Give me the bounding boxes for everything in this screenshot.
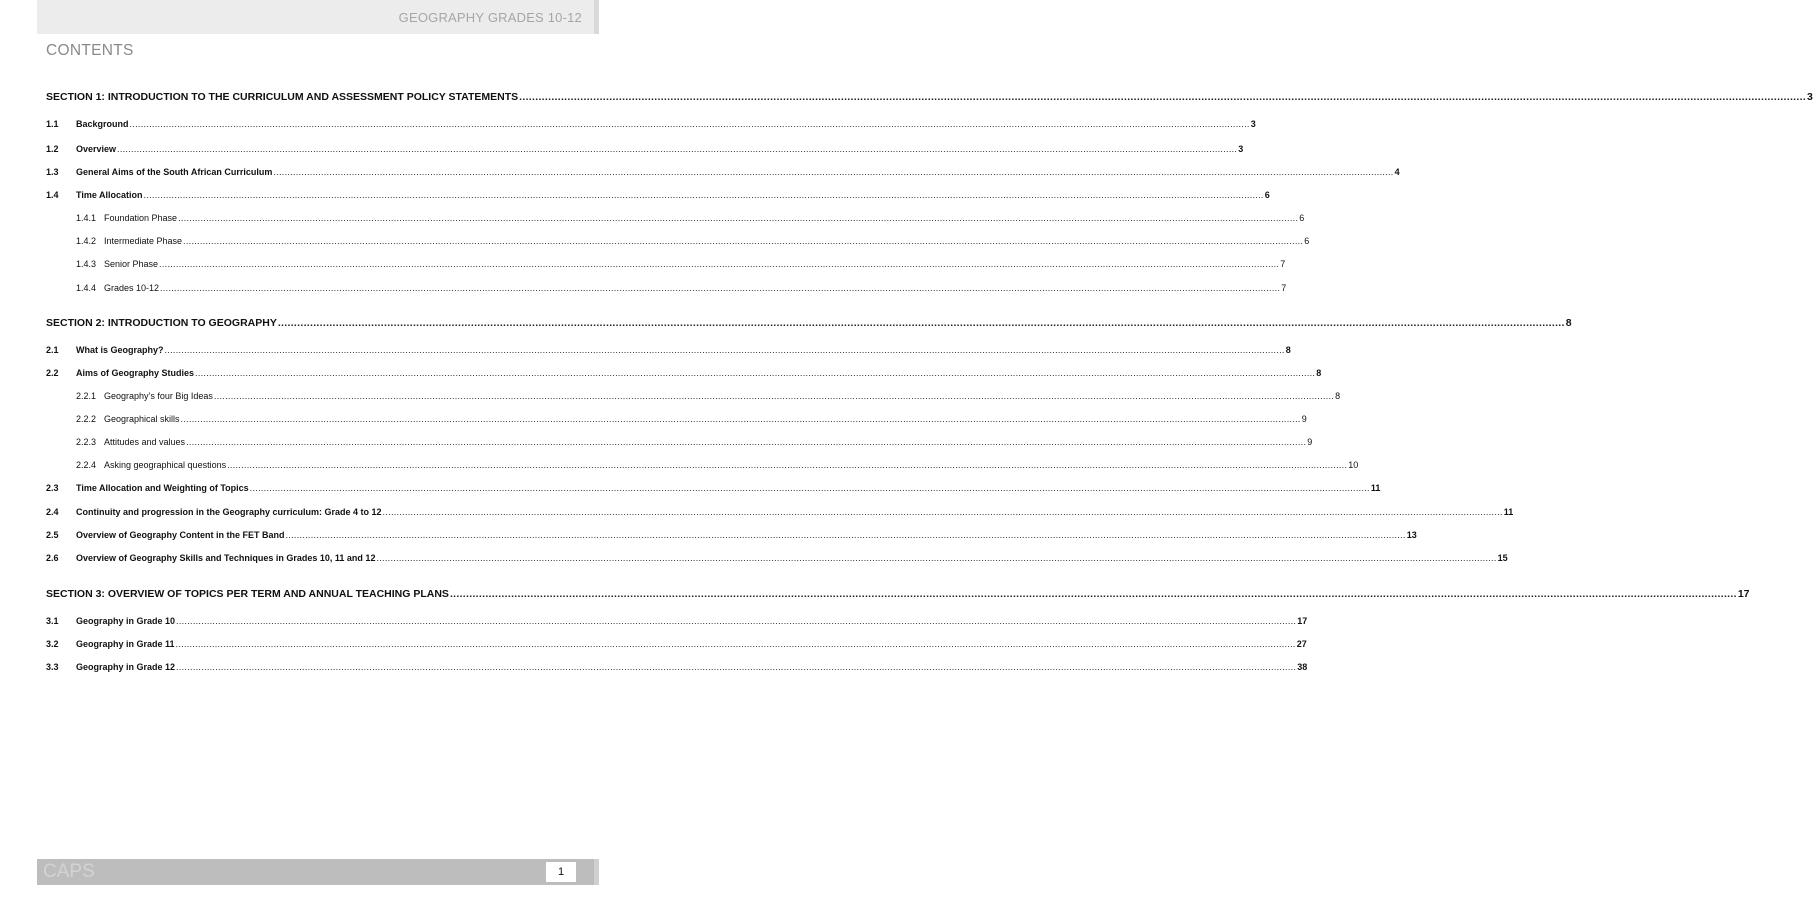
toc-title: Asking geographical questions bbox=[104, 460, 227, 470]
header-title: GEOGRAPHY GRADES 10-12 bbox=[398, 10, 582, 25]
toc-item-row[interactable] bbox=[46, 639, 1307, 649]
toc-subitem-row[interactable] bbox=[46, 460, 1359, 470]
toc-leader-dots: ................................................................................................................................................................................................................................................................................................................................................................................................................ bbox=[195, 368, 1316, 378]
toc-title: Overview of Geography Content in the FET Band bbox=[76, 530, 285, 540]
toc-page-number: 38 bbox=[1297, 662, 1308, 672]
toc-item-row[interactable] bbox=[46, 167, 1400, 177]
toc-item-row[interactable] bbox=[46, 662, 1308, 672]
toc-leader-dots: ................................................................................................................................................................................................................................................................................................................................................................................................................ bbox=[186, 437, 1307, 447]
toc-number: 3.3 bbox=[46, 662, 59, 672]
toc-number: 2.2.3 bbox=[76, 437, 97, 447]
toc-leader-dots: ................................................................................................................................................................................................................................................................................................................................................................................................................ bbox=[382, 507, 1503, 517]
toc-leader-dots: ................................................................................................................................................................................................................................................................................................................................................................................................................ bbox=[249, 483, 1370, 493]
toc-leader-dots: ................................................................................................................................................................................................................................................................................................................................................................................................................ bbox=[285, 530, 1406, 540]
toc-page-number: 3 bbox=[1238, 144, 1244, 154]
toc-title: Grades 10-12 bbox=[104, 283, 160, 293]
toc-title: General Aims of the South African Curriculum bbox=[76, 167, 273, 177]
toc-number: 2.2.1 bbox=[76, 391, 97, 401]
toc-leader-dots: ................................................................................................................................................................................................................................................................................................................................................................................................................ bbox=[376, 553, 1497, 563]
toc-page-number: 8 bbox=[1565, 317, 1572, 329]
toc-leader-dots: ................................................................................................................................................................................................................................................................................................................................................................................................................ bbox=[175, 639, 1296, 649]
toc-number: 1.4 bbox=[46, 190, 59, 200]
toc-page-number: 6 bbox=[1299, 213, 1305, 223]
toc-leader-dots: ................................................................................................................................................................................................................................................................................................................................................................................................................ bbox=[178, 213, 1299, 223]
toc-number: 3.1 bbox=[46, 616, 59, 626]
toc-title: SECTION 3: OVERVIEW OF TOPICS PER TERM AND ANNUAL TEACHING PLANS bbox=[46, 588, 449, 600]
toc-number: 1.2 bbox=[46, 144, 59, 154]
toc-number: 2.2 bbox=[46, 368, 59, 378]
toc-item-row[interactable] bbox=[46, 345, 1291, 355]
toc-number: 1.3 bbox=[46, 167, 59, 177]
toc-number: 1.4.3 bbox=[76, 259, 97, 269]
toc-item-row[interactable] bbox=[46, 483, 1381, 493]
toc-subitem-row[interactable] bbox=[46, 437, 1313, 447]
toc-title: Overview bbox=[76, 144, 117, 154]
toc-page-number: 3 bbox=[1807, 91, 1813, 103]
toc-page-number: 9 bbox=[1301, 414, 1307, 424]
toc-number: 1.4.2 bbox=[76, 236, 97, 246]
toc-leader-dots: ................................................................................................................................................................................................................................................................................................................................................................................................................ bbox=[143, 190, 1264, 200]
toc-leader-dots: ................................................................................................................................................................................................................................................................................................................................................................................................................ bbox=[183, 236, 1304, 246]
toc-number: 2.3 bbox=[46, 483, 59, 493]
toc-item-row[interactable] bbox=[46, 553, 1508, 563]
footer-bar bbox=[37, 859, 599, 885]
toc-title: SECTION 2: INTRODUCTION TO GEOGRAPHY bbox=[46, 317, 277, 329]
toc-leader-dots: ................................................................................................................................................................................................................................................................................................................................................................................................................ bbox=[449, 588, 1737, 600]
toc-leader-dots: ................................................................................................................................................................................................................................................................................................................................................................................................................ bbox=[213, 391, 1335, 401]
toc-page-number: 17 bbox=[1297, 616, 1308, 626]
toc-number: 2.5 bbox=[46, 530, 59, 540]
toc-title: Intermediate Phase bbox=[104, 236, 183, 246]
toc-number: 2.2.4 bbox=[76, 460, 97, 470]
toc-title: Aims of Geography Studies bbox=[76, 368, 195, 378]
toc-title: Foundation Phase bbox=[104, 213, 178, 223]
toc-subitem-row[interactable] bbox=[46, 283, 1287, 293]
toc-title: Background bbox=[76, 119, 129, 129]
toc-page-number: 7 bbox=[1280, 259, 1286, 269]
toc-leader-dots: ................................................................................................................................................................................................................................................................................................................................................................................................................ bbox=[164, 345, 1285, 355]
toc-title: Geography’s four Big Ideas bbox=[104, 391, 213, 401]
toc-subitem-row[interactable] bbox=[46, 213, 1305, 223]
toc-page-number: 11 bbox=[1503, 507, 1514, 517]
toc-section-row[interactable] bbox=[46, 317, 1572, 329]
toc-title: Attitudes and values bbox=[104, 437, 186, 447]
toc-section-row[interactable] bbox=[46, 588, 1750, 600]
toc-number: 2.4 bbox=[46, 507, 59, 517]
page-number: 1 bbox=[546, 862, 576, 882]
toc-subitem-row[interactable] bbox=[46, 259, 1286, 269]
toc-leader-dots: ................................................................................................................................................................................................................................................................................................................................................................................................................ bbox=[117, 144, 1238, 154]
toc-page-number: 13 bbox=[1406, 530, 1417, 540]
toc-number: 2.1 bbox=[46, 345, 59, 355]
toc-page-number: 15 bbox=[1497, 553, 1508, 563]
footer-label: CAPS bbox=[43, 861, 95, 882]
toc-number: 3.2 bbox=[46, 639, 59, 649]
toc-page-number: 4 bbox=[1394, 167, 1400, 177]
toc-page-number: 7 bbox=[1281, 283, 1287, 293]
toc-title: What is Geography? bbox=[76, 345, 164, 355]
toc-page-number: 6 bbox=[1264, 190, 1270, 200]
toc-title: Geography in Grade 12 bbox=[76, 662, 176, 672]
toc-item-row[interactable] bbox=[46, 616, 1308, 626]
toc-number: 1.1 bbox=[46, 119, 59, 129]
toc-page-number: 17 bbox=[1737, 588, 1750, 600]
toc-title: Senior Phase bbox=[104, 259, 159, 269]
header-bar bbox=[37, 0, 599, 34]
toc-page-number: 10 bbox=[1348, 460, 1359, 470]
toc-subitem-row[interactable] bbox=[46, 391, 1341, 401]
toc-title: SECTION 1: INTRODUCTION TO THE CURRICULUM AND ASSESSMENT POLICY STATEMENTS bbox=[46, 91, 519, 103]
toc-page-number: 3 bbox=[1250, 119, 1256, 129]
toc-leader-dots: ................................................................................................................................................................................................................................................................................................................................................................................................................ bbox=[227, 460, 1348, 470]
toc-title: Overview of Geography Skills and Techniques in Grades 10, 11 and 12 bbox=[76, 553, 376, 563]
toc-page-number: 8 bbox=[1335, 391, 1341, 401]
toc-page-number: 9 bbox=[1307, 437, 1313, 447]
toc-number: 2.2.2 bbox=[76, 414, 97, 424]
toc-subitem-row[interactable] bbox=[46, 236, 1310, 246]
toc-leader-dots: ................................................................................................................................................................................................................................................................................................................................................................................................................ bbox=[176, 616, 1297, 626]
toc-title: Geography in Grade 11 bbox=[76, 639, 175, 649]
toc-number: 2.6 bbox=[46, 553, 59, 563]
toc-section-row[interactable] bbox=[46, 91, 1813, 103]
toc-title: Time Allocation and Weighting of Topics bbox=[76, 483, 249, 493]
toc-page-number: 8 bbox=[1285, 345, 1291, 355]
toc-title: Geography in Grade 10 bbox=[76, 616, 176, 626]
toc-title: Geographical skills bbox=[104, 414, 180, 424]
contents-title: CONTENTS bbox=[46, 42, 134, 59]
toc-title: Continuity and progression in the Geography curriculum: Grade 4 to 12 bbox=[76, 507, 382, 517]
toc-number: 1.4.4 bbox=[76, 283, 97, 293]
toc-leader-dots: ................................................................................................................................................................................................................................................................................................................................................................................................................ bbox=[277, 317, 1565, 329]
toc-item-row[interactable] bbox=[46, 119, 1256, 129]
toc-title: Time Allocation bbox=[76, 190, 143, 200]
toc-subitem-row[interactable] bbox=[46, 414, 1307, 424]
toc-leader-dots: ................................................................................................................................................................................................................................................................................................................................................................................................................ bbox=[160, 283, 1281, 293]
toc-leader-dots: ................................................................................................................................................................................................................................................................................................................................................................................................................ bbox=[159, 259, 1280, 269]
toc-item-row[interactable] bbox=[46, 368, 1322, 378]
toc-leader-dots: ................................................................................................................................................................................................................................................................................................................................................................................................................ bbox=[519, 91, 1807, 103]
toc-item-row[interactable] bbox=[46, 530, 1417, 540]
toc-leader-dots: ................................................................................................................................................................................................................................................................................................................................................................................................................ bbox=[273, 167, 1394, 177]
toc-leader-dots: ................................................................................................................................................................................................................................................................................................................................................................................................................ bbox=[176, 662, 1297, 672]
toc-page-number: 11 bbox=[1370, 483, 1381, 493]
toc-item-row[interactable] bbox=[46, 190, 1270, 200]
toc-item-row[interactable] bbox=[46, 507, 1514, 517]
toc-leader-dots: ................................................................................................................................................................................................................................................................................................................................................................................................................ bbox=[129, 119, 1250, 129]
toc-item-row[interactable] bbox=[46, 144, 1244, 154]
toc-page-number: 8 bbox=[1316, 368, 1322, 378]
toc-page-number: 6 bbox=[1304, 236, 1310, 246]
toc-page-number: 27 bbox=[1296, 639, 1307, 649]
toc-leader-dots: ................................................................................................................................................................................................................................................................................................................................................................................................................ bbox=[180, 414, 1301, 424]
toc-number: 1.4.1 bbox=[76, 213, 97, 223]
